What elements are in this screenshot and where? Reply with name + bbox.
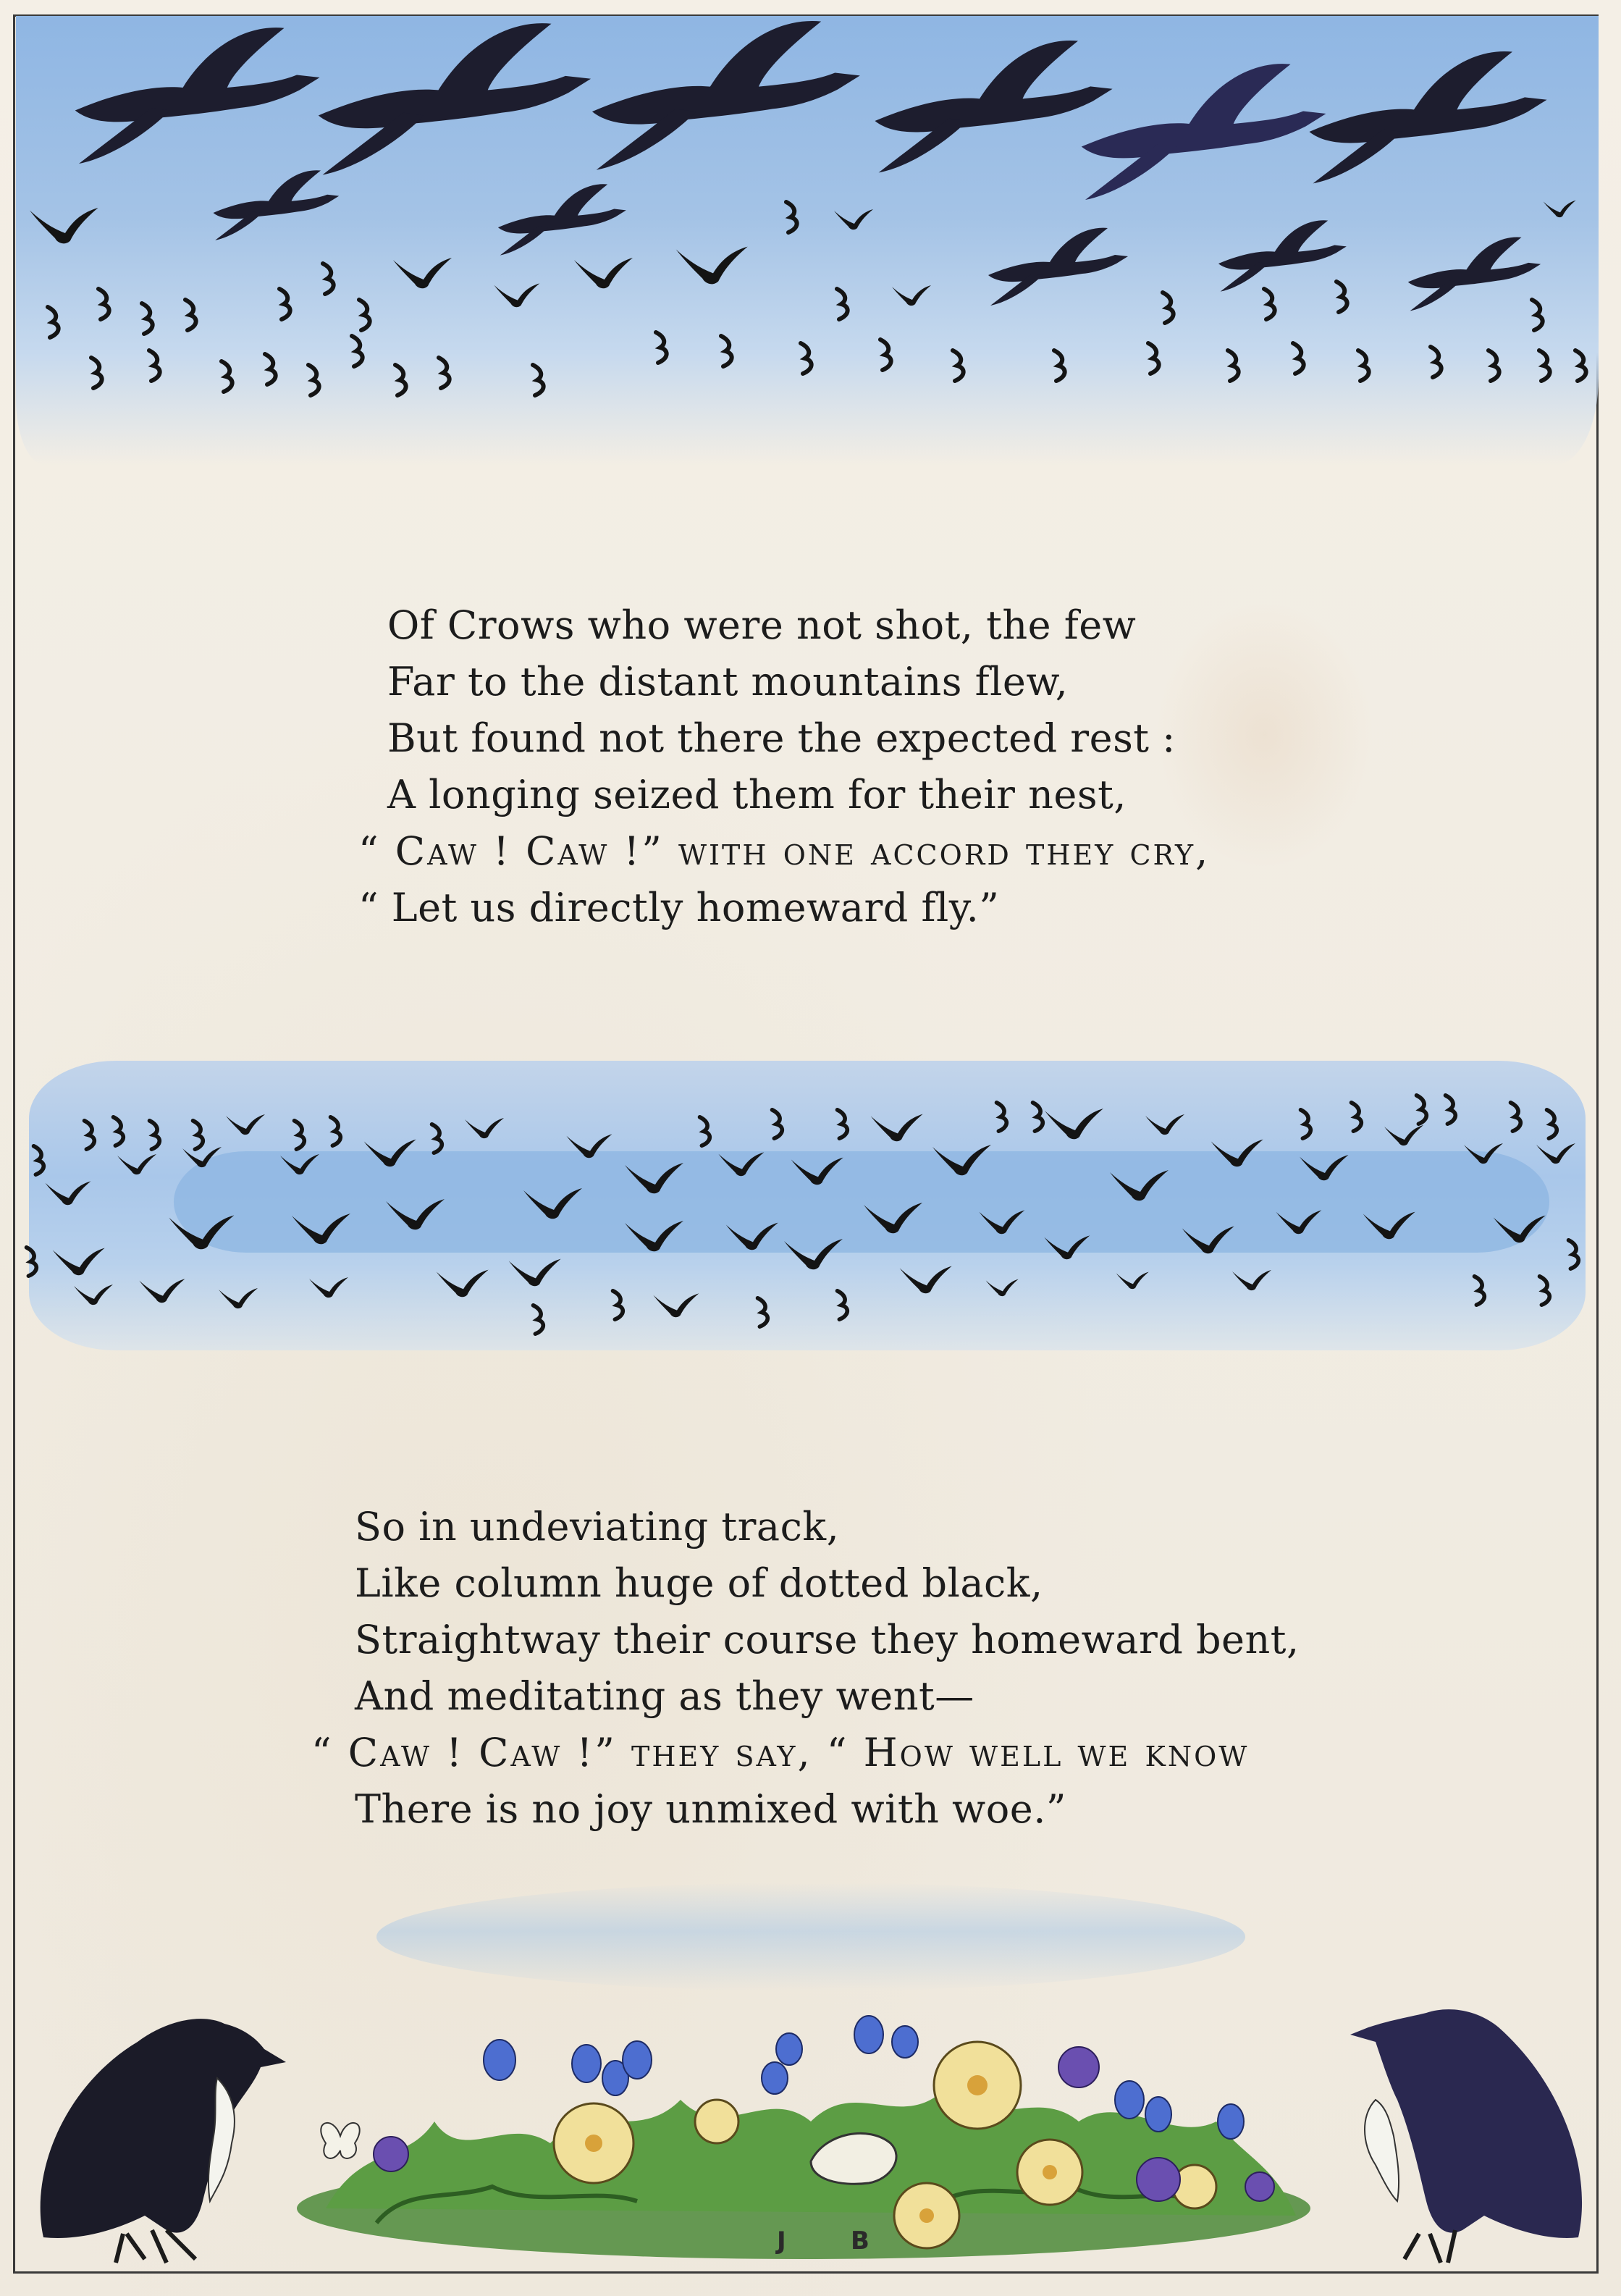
large-crow-flock xyxy=(75,21,1547,200)
flower-bed xyxy=(297,2016,1310,2259)
stanza-one-line-4: A longing seized them for their nest, xyxy=(387,772,1127,817)
stanza-two-line-3: Straightway their course they homeward bent, xyxy=(355,1617,1300,1662)
signature-initial-right: B xyxy=(851,2226,870,2255)
stanza-one-line-1: Of Crows who were not shot, the few xyxy=(387,602,1137,648)
stanza-one xyxy=(358,597,1211,936)
stanza-two-line-6: There is no joy unmixed with woe.” xyxy=(355,1786,1066,1832)
stanza-one-line-3: But found not there the expected rest : xyxy=(387,715,1176,761)
stanza-one-line-6: “ Let us directly homeward fly.” xyxy=(358,885,1000,930)
signature-initial-left: J xyxy=(777,2226,786,2255)
middle-bird-flock xyxy=(27,1096,1579,1334)
left-weeping-crow xyxy=(41,2019,286,2263)
right-weeping-crow xyxy=(1350,2009,1582,2263)
stanza-two-line-2: Like column huge of dotted black, xyxy=(355,1560,1043,1606)
stanza-two-line-1: So in undeviating track, xyxy=(355,1504,840,1549)
small-birds-top xyxy=(30,201,1586,395)
stanza-two-line-5: “ Caw ! Caw !” they say, “ How well we know xyxy=(311,1730,1250,1775)
medium-crow-flock xyxy=(214,170,1541,311)
stanza-one-line-5: “ Caw ! Caw !” with one accord they cry, xyxy=(358,828,1211,874)
stanza-two xyxy=(311,1499,1300,1838)
stanza-one-line-2: Far to the distant mountains flew, xyxy=(387,659,1069,705)
stanza-two-line-4: And meditating as they went— xyxy=(355,1673,974,1719)
